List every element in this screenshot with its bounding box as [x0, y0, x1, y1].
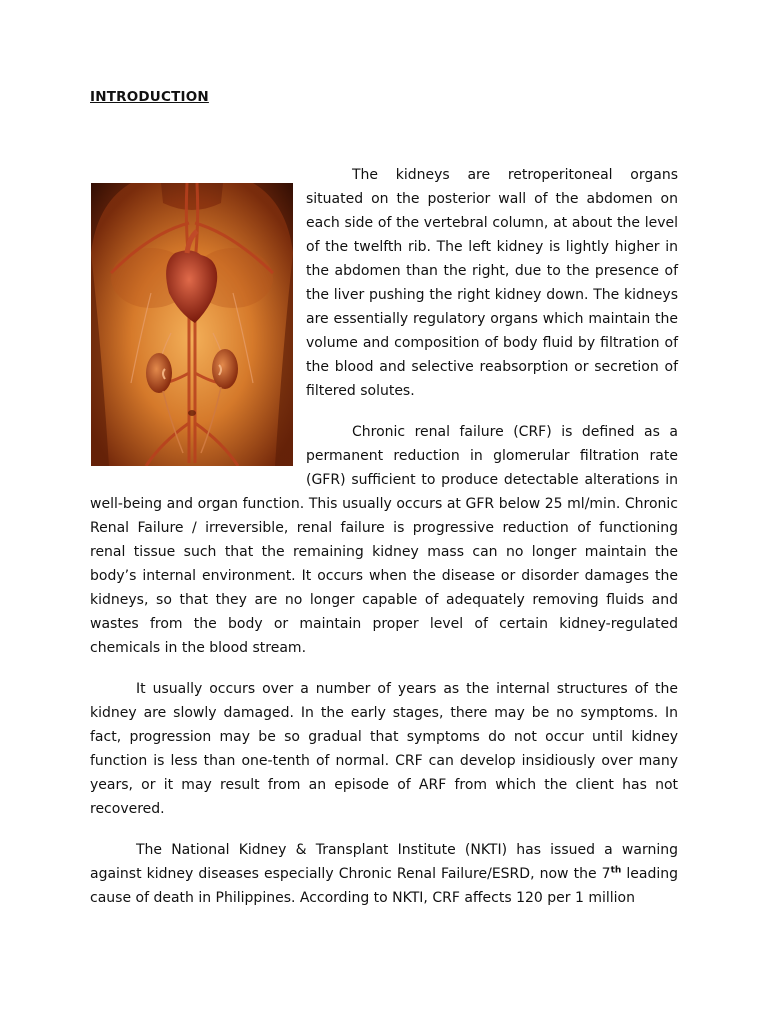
ordinal-superscript: th — [610, 865, 622, 876]
section-heading: INTRODUCTION — [90, 89, 209, 105]
body-text — [90, 163, 678, 927]
paragraph-kidneys: The kidneys are retroperitoneal organs situated on the posterior wall of the abdomen on each side of the vertebral column, at about the level of the twelfth rib. The left kidney is lightly higher in the abdomen than the right, due to the presence of the liver pushing the right kidney down. The kidneys are essentially regulatory organs which maintain the volume and composition of body fluid by filtration of the blood and selective reabsorption or secretion of filtered solutes. — [306, 167, 678, 399]
paragraph-crf-definition: Chronic renal failure (CRF) is defined as a permanent reduction in glomerular filtration rate (GFR) sufficient to produce detectable alterations in well-being and organ function. This usually occurs at GFR below 25 ml/min. Chronic Renal Failure / irreversible, renal failure is progressive reduction of functioning renal tissue such that the remaining kidney mass can no longer maintain the body’s internal environment. It occurs when the disease or disorder damages the kidneys, so that they are no longer capable of adequately removing fluids and wastes from the body or maintain proper level of certain kidney-regulated chemicals in the blood stream. — [90, 424, 678, 656]
nkti-text-end: leading cause of death in Philippines. According to NKTI, CRF affects 120 per 1 million — [90, 866, 678, 906]
paragraph-progression: It usually occurs over a number of years as the internal structures of the kidney are slowly damaged. In the early stages, there may be no symptoms. In fact, progression may be so gradual that symptoms do not occur until kidney function is less than one-tenth of normal. CRF can develop insidiously over many years, or it may result from an episode of ARF from which the client has not recovered. — [90, 681, 678, 817]
figure-wrap-space — [90, 163, 306, 469]
nkti-text-start: The National Kidney & Transplant Institute (NKTI) has issued a warning against kidney diseases especially Chronic Renal Failure/ESRD, now the 7 — [90, 842, 678, 882]
paragraph-nkti — [90, 838, 678, 910]
